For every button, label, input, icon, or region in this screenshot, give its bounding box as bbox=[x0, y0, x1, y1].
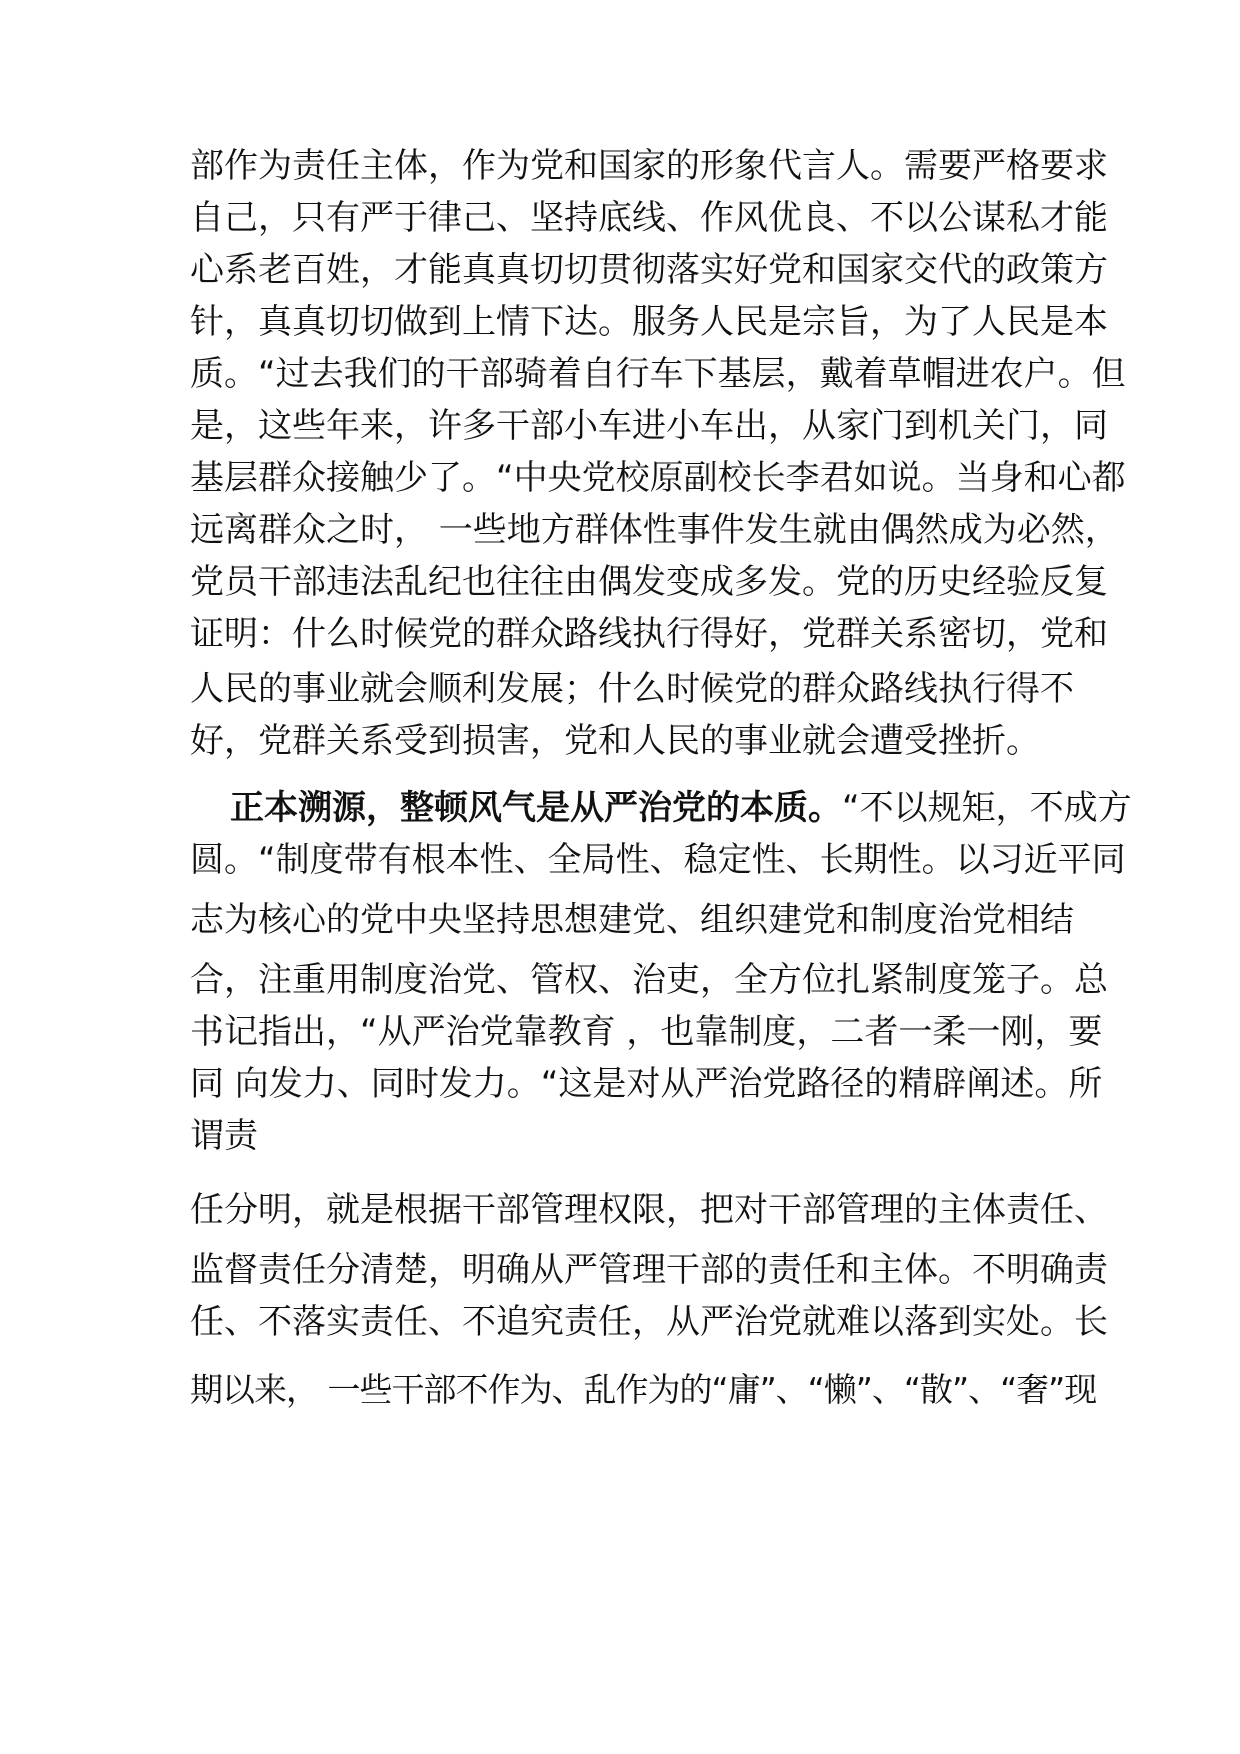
text-line: 好，党群关系受到损害，党和人民的事业就会遭受挫折。 bbox=[190, 721, 1040, 761]
text-line: 质。“过去我们的干部骑着自行车下基层，戴着草帽进农户。但 bbox=[190, 354, 1126, 394]
text-line: 书记指出，“从严治党靠教育 ，也靠制度，二者一柔一刚，要 bbox=[190, 1012, 1103, 1052]
text-line: 远离群众之时， 一些地方群体性事件发生就由偶然成为必然， bbox=[190, 510, 1119, 550]
text-line: 合，注重用制度治党、管权、治吏，全方位扎紧制度笼子。总 bbox=[190, 960, 1108, 1000]
paragraph-heading: 正本溯源，整顿风气是从严治党的本质。 bbox=[230, 788, 842, 828]
text-line: 任分明，就是根据干部管理权限，把对干部管理的主体责任、 bbox=[190, 1190, 1108, 1230]
text-line: 证明：什么时候党的群众路线执行得好，党群关系密切，党和 bbox=[190, 614, 1108, 654]
text-line: 自己，只有严于律己、坚持底线、作风优良、不以公谋私才能 bbox=[190, 198, 1108, 238]
text-line: 同 向发力、同时发力。“这是对从严治党路径的精辟阐述。所 bbox=[190, 1064, 1103, 1104]
text-line: 谓责 bbox=[190, 1116, 258, 1156]
text-line: 人民的事业就会顺利发展；什么时候党的群众路线执行得不 bbox=[190, 669, 1074, 709]
text-line: 心系老百姓，才能真真切切贯彻落实好党和国家交代的政策方 bbox=[190, 250, 1108, 290]
text-line: 监督责任分清楚，明确从严管理干部的责任和主体。不明确责 bbox=[190, 1250, 1108, 1290]
text-span: “不以规矩，不成方 bbox=[842, 788, 1132, 828]
text-line: 是，这些年来，许多干部小车进小车出，从家门到机关门，同 bbox=[190, 406, 1108, 446]
paragraph-first-line bbox=[230, 788, 1132, 828]
text-line: 志为核心的党中央坚持思想建党、组织建党和制度治党相结 bbox=[190, 900, 1074, 940]
text-line: 任、不落实责任、不追究责任，从严治党就难以落到实处。长 bbox=[190, 1302, 1108, 1342]
text-line: 部作为责任主体，作为党和国家的形象代言人。需要严格要求 bbox=[190, 146, 1108, 186]
text-line: 基层群众接触少了。“中央党校原副校长李君如说。当身和心都 bbox=[190, 458, 1126, 498]
text-line: 圆。“制度带有根本性、全局性、稳定性、长期性。以习近平同 bbox=[190, 840, 1126, 880]
text-line: 党员干部违法乱纪也往往由偶发变成多发。党的历史经验反复 bbox=[190, 562, 1108, 602]
text-line: 期以来， 一些干部不作为、乱作为的“庸”、“懒”、“散”、“奢”现 bbox=[190, 1370, 1097, 1409]
text-line: 针，真真切切做到上情下达。服务人民是宗旨，为了人民是本 bbox=[190, 302, 1108, 342]
